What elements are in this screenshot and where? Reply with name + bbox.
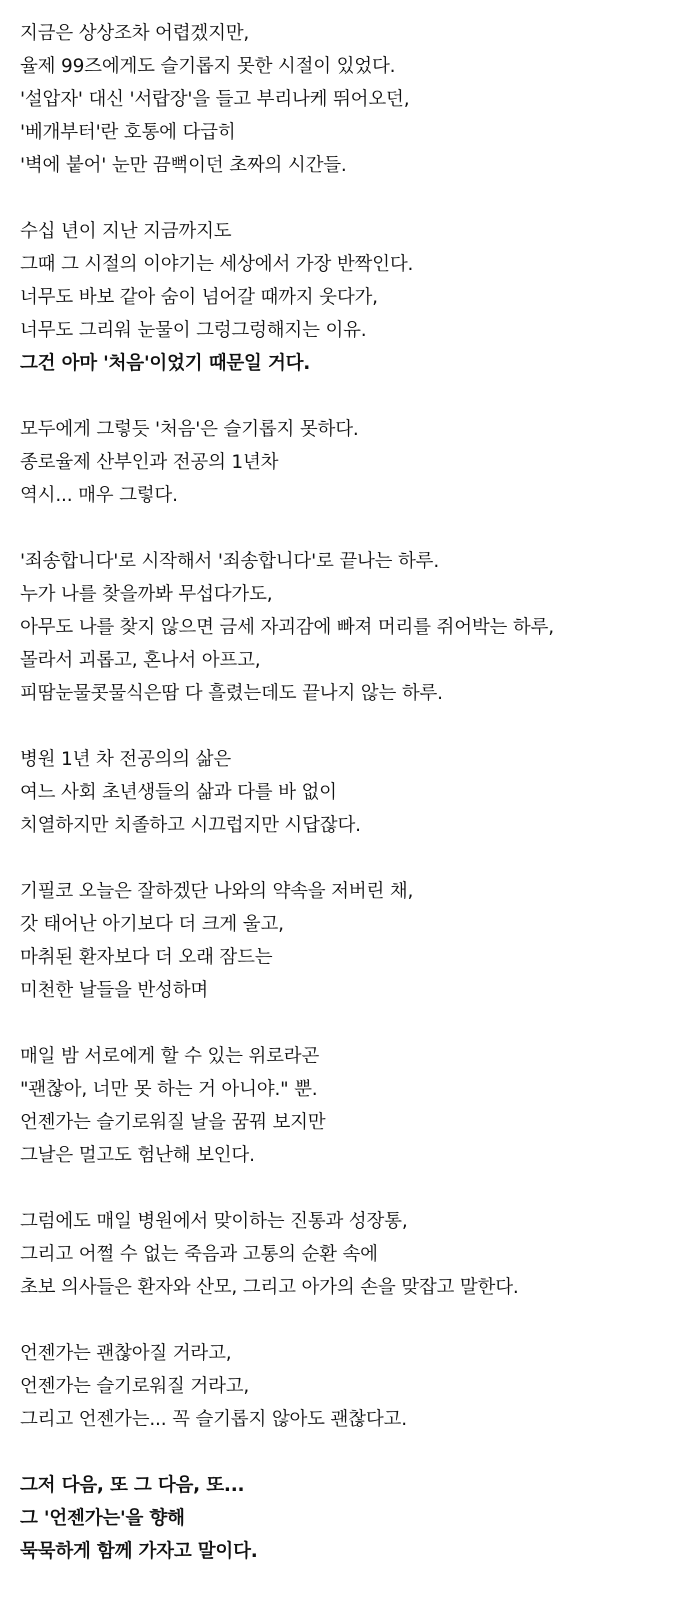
text-line: '베개부터'란 호통에 다급히 bbox=[20, 122, 236, 143]
text-line: 언젠가는 슬기로워질 거라고, bbox=[20, 1376, 250, 1397]
text-line: 피땀눈물콧물식은땀 다 흘렸는데도 끝나지 않는 하루. bbox=[20, 683, 443, 704]
text-line: 너무도 바보 같아 숨이 넘어갈 때까지 웃다가, bbox=[20, 287, 378, 308]
paragraph bbox=[20, 875, 690, 1007]
text-line: 언젠가는 슬기로워질 날을 꿈꿔 보지만 bbox=[20, 1112, 326, 1133]
text-line: '설압자' 대신 '서랍장'을 들고 부리나케 뛰어오던, bbox=[20, 89, 410, 110]
paragraph bbox=[20, 1337, 690, 1436]
text-line: 지금은 상상조차 어렵겠지만, bbox=[20, 23, 250, 44]
paragraph bbox=[20, 545, 690, 710]
paragraph bbox=[20, 743, 690, 842]
text-line: 몰라서 괴롭고, 혼나서 아프고, bbox=[20, 650, 261, 671]
text-line: 누가 나를 찾을까봐 무섭다가도, bbox=[20, 584, 273, 605]
text-line: 그때 그 시절의 이야기는 세상에서 가장 반짝인다. bbox=[20, 254, 414, 275]
bold-text-line: 그건 아마 '처음'이었기 때문일 거다. bbox=[20, 353, 311, 374]
text-line: '벽에 붙어' 눈만 끔뻑이던 초짜의 시간들. bbox=[20, 155, 347, 176]
text-line: 갓 태어난 아기보다 더 크게 울고, bbox=[20, 914, 284, 935]
text-line: 마취된 환자보다 더 오래 잠드는 bbox=[20, 947, 273, 968]
text-line: 그럼에도 매일 병원에서 맞이하는 진통과 성장통, bbox=[20, 1211, 408, 1232]
paragraph bbox=[20, 17, 690, 182]
text-line: 치열하지만 치졸하고 시끄럽지만 시답잖다. bbox=[20, 815, 361, 836]
text-line: 수십 년이 지난 지금까지도 bbox=[20, 221, 232, 242]
text-line: 너무도 그리워 눈물이 그렁그렁해지는 이유. bbox=[20, 320, 367, 341]
paragraph bbox=[20, 413, 690, 512]
text-line: 병원 1년 차 전공의의 삶은 bbox=[20, 749, 232, 770]
text-line: 그날은 멀고도 험난해 보인다. bbox=[20, 1145, 255, 1166]
text-line: 미천한 날들을 반성하며 bbox=[20, 980, 209, 1001]
text-line: 초보 의사들은 환자와 산모, 그리고 아가의 손을 맞잡고 말한다. bbox=[20, 1277, 519, 1298]
text-line: 그리고 어쩔 수 없는 죽음과 고통의 순환 속에 bbox=[20, 1244, 378, 1265]
bold-text-line: 그 '언젠가는'을 향해 bbox=[20, 1508, 185, 1529]
paragraph bbox=[20, 1205, 690, 1304]
text-line: 여느 사회 초년생들의 삶과 다를 바 없이 bbox=[20, 782, 337, 803]
paragraph bbox=[20, 1040, 690, 1172]
text-line: 언젠가는 괜찮아질 거라고, bbox=[20, 1343, 232, 1364]
text-line: 매일 밤 서로에게 할 수 있는 위로라곤 bbox=[20, 1046, 320, 1067]
text-line: 아무도 나를 찾지 않으면 금세 자괴감에 빠져 머리를 쥐어박는 하루, bbox=[20, 617, 554, 638]
paragraph bbox=[20, 1469, 690, 1568]
text-line: 모두에게 그렇듯 '처음'은 슬기롭지 못하다. bbox=[20, 419, 359, 440]
bold-text-line: 그저 다음, 또 그 다음, 또... bbox=[20, 1475, 245, 1496]
paragraph bbox=[20, 215, 690, 380]
text-line: "괜찮아, 너만 못 하는 거 아니야." 뿐. bbox=[20, 1079, 318, 1100]
bold-text-line: 묵묵하게 함께 가자고 말이다. bbox=[20, 1541, 258, 1562]
text-line: '죄송합니다'로 시작해서 '죄송합니다'로 끝나는 하루. bbox=[20, 551, 440, 572]
text-line: 역시... 매우 그렇다. bbox=[20, 485, 178, 506]
text-line: 기필코 오늘은 잘하겠단 나와의 약속을 저버린 채, bbox=[20, 881, 414, 902]
text-line: 종로율제 산부인과 전공의 1년차 bbox=[20, 452, 279, 473]
text-line: 그리고 언젠가는... 꼭 슬기롭지 않아도 괜찮다고. bbox=[20, 1409, 407, 1430]
document-body bbox=[20, 17, 690, 1568]
text-line: 율제 99즈에게도 슬기롭지 못한 시절이 있었다. bbox=[20, 56, 396, 77]
